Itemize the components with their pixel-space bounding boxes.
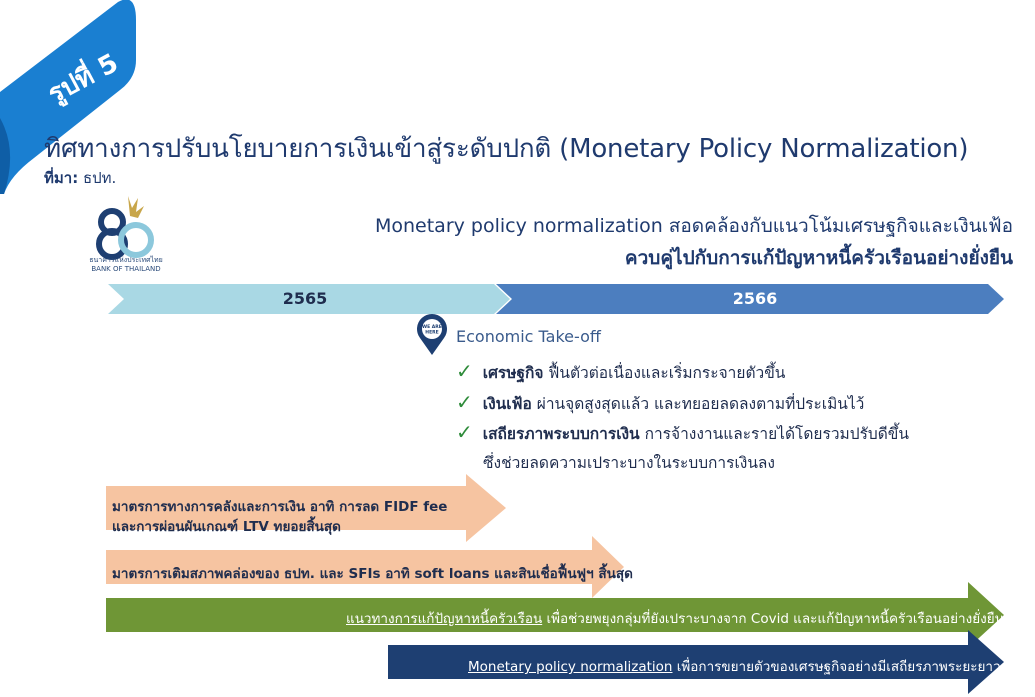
policy-arrow-household-debt-text: [346, 607, 1004, 629]
figure-number-label: รูปที่ 5: [43, 48, 124, 110]
normalization-link-text: Monetary policy normalization: [468, 659, 673, 675]
pin-text-1: WE ARE: [422, 325, 442, 330]
logo-caption-en: BANK OF THAILAND: [91, 264, 161, 273]
source-value: ธปท.: [82, 169, 117, 187]
household-debt-link-text: แนวทางการแก้ปัญหาหนี้ครัวเรือน: [346, 611, 543, 627]
takeoff-item-financial-stability: [456, 420, 909, 446]
logo-caption-th: ธนาคารแห่งประเทศไทย: [89, 256, 163, 264]
check-icon: ✓: [456, 359, 473, 383]
headline-line-2: ควบคู่ไปกับการแก้ปัญหาหนี้ครัวเรือนอย่างยั่งยืน: [624, 247, 1013, 269]
timeline-year-2565: 2565: [282, 289, 328, 308]
takeoff-item-text: การจ้างงานและรายได้โดยรวมปรับดีขึ้น: [639, 425, 909, 443]
policy-arrow-normalization-text: [468, 655, 1001, 677]
economic-takeoff-label: Economic Take-off: [456, 327, 601, 346]
pin-text-2: HERE: [425, 330, 439, 336]
takeoff-item-text: ผ่านจุดสูงสุดแล้ว และทยอยลดลงตามที่ประเมินไว้: [531, 395, 865, 413]
figure-title: ทิศทางการปรับนโยบายการเงินเข้าสู่ระดับปกติ (Monetary Policy Normalization): [44, 134, 969, 164]
takeoff-item-bold: เศรษฐกิจ: [482, 364, 544, 382]
takeoff-item-inflation: [456, 390, 864, 416]
check-icon: ✓: [456, 420, 473, 444]
source-label: ที่มา:: [44, 169, 79, 187]
takeoff-item-economy: [456, 359, 785, 385]
takeoff-item-text: ฟื้นตัวต่อเนื่องและเริ่มกระจายตัวขึ้น: [543, 364, 786, 382]
household-debt-rest: เพื่อช่วยพยุงกลุ่มที่ยังเปราะบางจาก Covid และแก้ปัญหาหนี้ครัวเรือนอย่างยั่งยืน: [542, 611, 1004, 627]
takeoff-item-continued: ซึ่งช่วยลดความเปราะบางในระบบการเงินลง: [483, 454, 775, 472]
timeline-arrows: [0, 282, 1035, 316]
takeoff-item-bold: เงินเฟ้อ: [482, 395, 532, 413]
timeline-year-2566: 2566: [732, 289, 778, 308]
policy-arrow-fiscal-line2: และการผ่อนผันเกณฑ์ LTV ทยอยสิ้นสุด: [112, 519, 341, 535]
source-line: [44, 166, 116, 190]
policy-arrow-fiscal-line1: มาตรการทางการคลังและการเงิน อาทิ การลด FIDF fee: [112, 499, 448, 515]
map-pin-icon: [414, 314, 450, 356]
normalization-rest: เพื่อการขยายตัวของเศรษฐกิจอย่างมีเสถียรภาพระยะยาว: [672, 659, 1001, 675]
check-icon: ✓: [456, 390, 473, 414]
logo-caption: [86, 256, 166, 274]
takeoff-item-bold: เสถียรภาพระบบการเงิน: [482, 425, 640, 443]
headline-line-1: Monetary policy normalization สอดคล้องกับแนวโน้มเศรษฐกิจและเงินเฟ้อ: [374, 215, 1013, 237]
policy-arrow-liquidity-text: มาตรการเติมสภาพคล่องของ ธปท. และ SFIs อาทิ soft loans และสินเชื่อฟื้นฟูฯ สิ้นสุด: [112, 566, 633, 582]
